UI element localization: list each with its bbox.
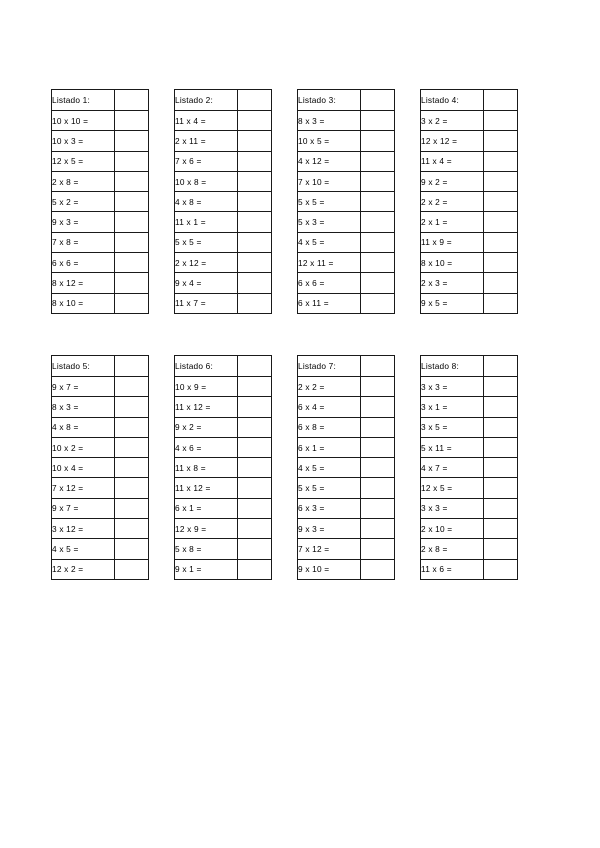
exercise-row: [52, 171, 149, 191]
exercise-expression: 4 x 6 =: [175, 437, 238, 457]
exercise-expression: 5 x 5 =: [298, 478, 361, 498]
exercise-answer-cell[interactable]: [361, 131, 395, 151]
exercise-expression: 7 x 12 =: [52, 478, 115, 498]
exercise-expression: 11 x 7 =: [175, 293, 238, 313]
exercise-row: [175, 171, 272, 191]
exercise-answer-cell[interactable]: [115, 478, 149, 498]
exercise-answer-cell[interactable]: [238, 212, 272, 232]
listado-table: [297, 355, 395, 580]
exercise-row: [421, 478, 518, 498]
exercise-row: [175, 212, 272, 232]
exercise-answer-cell[interactable]: [238, 151, 272, 171]
exercise-expression: 12 x 2 =: [52, 559, 115, 579]
exercise-expression: 8 x 10 =: [52, 293, 115, 313]
listado-header-answer-cell[interactable]: [484, 90, 518, 111]
exercise-row: [52, 111, 149, 131]
exercise-row: [421, 111, 518, 131]
exercise-expression: 9 x 2 =: [421, 171, 484, 191]
listado-header-row: [421, 90, 518, 111]
exercise-expression: 9 x 4 =: [175, 273, 238, 293]
exercise-row: [175, 273, 272, 293]
listado-title: Listado 8:: [421, 355, 484, 376]
exercise-expression: 10 x 2 =: [52, 437, 115, 457]
exercise-row: [298, 253, 395, 273]
exercise-answer-cell[interactable]: [238, 192, 272, 212]
exercise-row: [52, 417, 149, 437]
listado-table: [297, 89, 395, 314]
exercise-row: [52, 293, 149, 313]
exercise-row: [175, 253, 272, 273]
exercise-answer-cell[interactable]: [361, 273, 395, 293]
listado-header-answer-cell[interactable]: [115, 355, 149, 376]
exercise-answer-cell[interactable]: [238, 131, 272, 151]
exercise-answer-cell[interactable]: [238, 376, 272, 396]
exercise-row: [52, 539, 149, 559]
exercise-answer-cell[interactable]: [115, 498, 149, 518]
listado-title: Listado 3:: [298, 90, 361, 111]
exercise-expression: 12 x 11 =: [298, 253, 361, 273]
exercise-answer-cell[interactable]: [361, 478, 395, 498]
exercise-answer-cell[interactable]: [238, 539, 272, 559]
exercise-expression: 8 x 12 =: [52, 273, 115, 293]
exercise-expression: 8 x 3 =: [52, 397, 115, 417]
listado-header-row: [298, 90, 395, 111]
exercise-answer-cell[interactable]: [484, 232, 518, 252]
exercise-answer-cell[interactable]: [484, 293, 518, 313]
exercise-row: [421, 192, 518, 212]
exercise-row: [421, 131, 518, 151]
exercise-row: [421, 212, 518, 232]
exercise-answer-cell[interactable]: [484, 458, 518, 478]
listado-header-answer-cell[interactable]: [361, 90, 395, 111]
exercise-answer-cell[interactable]: [115, 293, 149, 313]
exercise-row: [52, 519, 149, 539]
exercise-row: [421, 539, 518, 559]
listado-header-row: [52, 90, 149, 111]
exercise-answer-cell[interactable]: [238, 232, 272, 252]
exercise-row: [175, 478, 272, 498]
exercise-answer-cell[interactable]: [115, 111, 149, 131]
listado-table: [174, 355, 272, 580]
exercise-expression: 3 x 2 =: [421, 111, 484, 131]
exercise-row: [421, 293, 518, 313]
exercise-row: [421, 151, 518, 171]
exercise-expression: 5 x 2 =: [52, 192, 115, 212]
exercise-expression: 11 x 4 =: [175, 111, 238, 131]
exercise-answer-cell[interactable]: [484, 437, 518, 457]
exercise-row: [175, 458, 272, 478]
exercise-expression: 12 x 5 =: [52, 151, 115, 171]
exercise-row: [52, 232, 149, 252]
exercise-expression: 4 x 12 =: [298, 151, 361, 171]
exercise-row: [175, 111, 272, 131]
exercise-expression: 5 x 8 =: [175, 539, 238, 559]
exercise-row: [175, 498, 272, 518]
exercise-expression: 2 x 8 =: [52, 171, 115, 191]
exercise-answer-cell[interactable]: [484, 111, 518, 131]
exercise-row: [421, 273, 518, 293]
exercise-answer-cell[interactable]: [238, 559, 272, 579]
exercise-expression: 5 x 3 =: [298, 212, 361, 232]
exercise-answer-cell[interactable]: [238, 293, 272, 313]
exercise-expression: 9 x 7 =: [52, 376, 115, 396]
exercise-expression: 2 x 11 =: [175, 131, 238, 151]
exercise-answer-cell[interactable]: [238, 253, 272, 273]
exercise-answer-cell[interactable]: [115, 151, 149, 171]
exercise-row: [175, 397, 272, 417]
exercise-row: [298, 458, 395, 478]
exercise-row: [298, 171, 395, 191]
exercise-answer-cell[interactable]: [115, 458, 149, 478]
exercise-row: [421, 498, 518, 518]
exercise-expression: 11 x 4 =: [421, 151, 484, 171]
exercise-expression: 10 x 8 =: [175, 171, 238, 191]
exercise-expression: 6 x 3 =: [298, 498, 361, 518]
exercise-expression: 2 x 12 =: [175, 253, 238, 273]
exercise-expression: 7 x 10 =: [298, 171, 361, 191]
listado-table: [420, 355, 518, 580]
exercise-answer-cell[interactable]: [238, 171, 272, 191]
exercise-expression: 3 x 1 =: [421, 397, 484, 417]
exercise-row: [52, 212, 149, 232]
exercise-answer-cell[interactable]: [361, 253, 395, 273]
exercise-expression: 9 x 2 =: [175, 417, 238, 437]
exercise-answer-cell[interactable]: [238, 498, 272, 518]
listado-header-answer-cell[interactable]: [484, 355, 518, 376]
exercise-row: [52, 192, 149, 212]
exercise-expression: 10 x 4 =: [52, 458, 115, 478]
exercise-expression: 3 x 3 =: [421, 376, 484, 396]
listado-title: Listado 6:: [175, 355, 238, 376]
exercise-answer-cell[interactable]: [484, 171, 518, 191]
exercise-answer-cell[interactable]: [361, 559, 395, 579]
exercise-expression: 6 x 1 =: [175, 498, 238, 518]
exercise-expression: 9 x 7 =: [52, 498, 115, 518]
listado-title: Listado 1:: [52, 90, 115, 111]
exercise-row: [421, 437, 518, 457]
exercise-expression: 11 x 9 =: [421, 232, 484, 252]
exercise-row: [298, 293, 395, 313]
exercise-row: [421, 397, 518, 417]
exercise-answer-cell[interactable]: [238, 458, 272, 478]
exercise-answer-cell[interactable]: [484, 212, 518, 232]
exercise-answer-cell[interactable]: [115, 376, 149, 396]
exercise-row: [175, 232, 272, 252]
exercise-expression: 3 x 12 =: [52, 519, 115, 539]
exercise-expression: 10 x 5 =: [298, 131, 361, 151]
exercise-row: [421, 458, 518, 478]
exercise-answer-cell[interactable]: [238, 478, 272, 498]
exercise-answer-cell[interactable]: [484, 559, 518, 579]
exercise-row: [298, 232, 395, 252]
exercise-row: [52, 131, 149, 151]
exercise-row: [298, 417, 395, 437]
exercise-row: [52, 376, 149, 396]
exercise-row: [175, 293, 272, 313]
exercise-row: [298, 192, 395, 212]
exercise-answer-cell[interactable]: [115, 539, 149, 559]
exercise-expression: 12 x 9 =: [175, 519, 238, 539]
exercise-answer-cell[interactable]: [361, 111, 395, 131]
exercise-expression: 2 x 1 =: [421, 212, 484, 232]
exercise-answer-cell[interactable]: [361, 212, 395, 232]
exercise-row: [52, 273, 149, 293]
listado-table: [174, 89, 272, 314]
exercise-answer-cell[interactable]: [484, 498, 518, 518]
exercise-expression: 5 x 5 =: [175, 232, 238, 252]
exercise-answer-cell[interactable]: [484, 478, 518, 498]
exercise-expression: 10 x 3 =: [52, 131, 115, 151]
exercise-expression: 3 x 5 =: [421, 417, 484, 437]
exercise-row: [298, 111, 395, 131]
listado-table: [51, 355, 149, 580]
exercise-expression: 6 x 11 =: [298, 293, 361, 313]
exercise-row: [52, 151, 149, 171]
exercise-answer-cell[interactable]: [361, 151, 395, 171]
exercise-row: [52, 458, 149, 478]
exercise-row: [421, 171, 518, 191]
exercise-row: [175, 131, 272, 151]
exercise-answer-cell[interactable]: [115, 437, 149, 457]
listado-header-row: [298, 355, 395, 376]
exercise-answer-cell[interactable]: [115, 519, 149, 539]
exercise-expression: 4 x 5 =: [298, 458, 361, 478]
exercise-row: [52, 498, 149, 518]
exercise-answer-cell[interactable]: [361, 498, 395, 518]
exercise-expression: 9 x 1 =: [175, 559, 238, 579]
exercise-expression: 2 x 2 =: [298, 376, 361, 396]
exercise-row: [298, 151, 395, 171]
exercise-answer-cell[interactable]: [361, 397, 395, 417]
exercise-answer-cell[interactable]: [484, 151, 518, 171]
exercise-answer-cell[interactable]: [115, 273, 149, 293]
listado-header-answer-cell[interactable]: [238, 355, 272, 376]
exercise-expression: 2 x 10 =: [421, 519, 484, 539]
exercise-answer-cell[interactable]: [238, 397, 272, 417]
exercise-expression: 8 x 10 =: [421, 253, 484, 273]
exercise-expression: 6 x 1 =: [298, 437, 361, 457]
exercise-expression: 10 x 9 =: [175, 376, 238, 396]
exercise-answer-cell[interactable]: [361, 539, 395, 559]
exercise-expression: 7 x 6 =: [175, 151, 238, 171]
listado-table: [51, 89, 149, 314]
exercise-row: [175, 192, 272, 212]
exercise-answer-cell[interactable]: [115, 131, 149, 151]
exercise-answer-cell[interactable]: [115, 253, 149, 273]
exercise-row: [175, 437, 272, 457]
listado-title: Listado 2:: [175, 90, 238, 111]
exercise-row: [52, 397, 149, 417]
exercise-expression: 4 x 5 =: [298, 232, 361, 252]
exercise-row: [298, 376, 395, 396]
exercise-expression: 7 x 12 =: [298, 539, 361, 559]
exercise-answer-cell[interactable]: [361, 293, 395, 313]
listado-band-top: [51, 89, 506, 314]
exercise-row: [52, 559, 149, 579]
exercise-expression: 9 x 3 =: [298, 519, 361, 539]
listado-header-answer-cell[interactable]: [361, 355, 395, 376]
exercise-expression: 11 x 1 =: [175, 212, 238, 232]
exercise-expression: 5 x 5 =: [298, 192, 361, 212]
exercise-row: [175, 539, 272, 559]
exercise-row: [175, 376, 272, 396]
exercise-answer-cell[interactable]: [238, 273, 272, 293]
exercise-answer-cell[interactable]: [238, 111, 272, 131]
exercise-row: [421, 519, 518, 539]
exercise-row: [421, 253, 518, 273]
exercise-row: [298, 519, 395, 539]
exercise-answer-cell[interactable]: [115, 232, 149, 252]
exercise-row: [52, 437, 149, 457]
exercise-row: [298, 498, 395, 518]
exercise-answer-cell[interactable]: [361, 376, 395, 396]
exercise-answer-cell[interactable]: [115, 212, 149, 232]
exercise-answer-cell[interactable]: [238, 417, 272, 437]
exercise-answer-cell[interactable]: [361, 171, 395, 191]
exercise-answer-cell[interactable]: [484, 253, 518, 273]
exercise-expression: 11 x 12 =: [175, 397, 238, 417]
exercise-expression: 7 x 8 =: [52, 232, 115, 252]
exercise-answer-cell[interactable]: [238, 437, 272, 457]
exercise-answer-cell[interactable]: [361, 519, 395, 539]
exercise-expression: 2 x 8 =: [421, 539, 484, 559]
exercise-expression: 11 x 12 =: [175, 478, 238, 498]
listado-header-answer-cell[interactable]: [238, 90, 272, 111]
exercise-answer-cell[interactable]: [361, 232, 395, 252]
listado-title: Listado 5:: [52, 355, 115, 376]
exercise-answer-cell[interactable]: [115, 397, 149, 417]
exercise-row: [175, 519, 272, 539]
exercise-row: [298, 559, 395, 579]
exercise-expression: 9 x 5 =: [421, 293, 484, 313]
exercise-answer-cell[interactable]: [484, 539, 518, 559]
exercise-expression: 6 x 8 =: [298, 417, 361, 437]
listado-table: [420, 89, 518, 314]
exercise-expression: 11 x 8 =: [175, 458, 238, 478]
listado-title: Listado 7:: [298, 355, 361, 376]
exercise-row: [52, 478, 149, 498]
exercise-expression: 8 x 3 =: [298, 111, 361, 131]
exercise-expression: 6 x 4 =: [298, 397, 361, 417]
exercise-row: [175, 151, 272, 171]
exercise-row: [175, 417, 272, 437]
exercise-expression: 9 x 3 =: [52, 212, 115, 232]
exercise-row: [298, 478, 395, 498]
exercise-row: [298, 539, 395, 559]
exercise-row: [421, 559, 518, 579]
exercise-answer-cell[interactable]: [361, 437, 395, 457]
exercise-expression: 9 x 10 =: [298, 559, 361, 579]
exercise-expression: 2 x 2 =: [421, 192, 484, 212]
exercise-answer-cell[interactable]: [484, 417, 518, 437]
listado-header-row: [175, 355, 272, 376]
exercise-expression: 11 x 6 =: [421, 559, 484, 579]
exercise-answer-cell[interactable]: [238, 519, 272, 539]
exercise-answer-cell[interactable]: [115, 559, 149, 579]
exercise-expression: 4 x 8 =: [175, 192, 238, 212]
exercise-expression: 6 x 6 =: [298, 273, 361, 293]
exercise-answer-cell[interactable]: [115, 171, 149, 191]
exercise-expression: 4 x 5 =: [52, 539, 115, 559]
exercise-row: [298, 437, 395, 457]
exercise-expression: 2 x 3 =: [421, 273, 484, 293]
exercise-answer-cell[interactable]: [484, 192, 518, 212]
exercise-answer-cell[interactable]: [361, 458, 395, 478]
exercise-row: [421, 232, 518, 252]
exercise-answer-cell[interactable]: [361, 192, 395, 212]
exercise-row: [298, 397, 395, 417]
exercise-row: [298, 212, 395, 232]
exercise-answer-cell[interactable]: [484, 519, 518, 539]
exercise-expression: 12 x 12 =: [421, 131, 484, 151]
exercise-answer-cell[interactable]: [361, 417, 395, 437]
exercise-answer-cell[interactable]: [115, 192, 149, 212]
exercise-row: [298, 131, 395, 151]
listado-band-bottom: [51, 355, 506, 580]
exercise-expression: 12 x 5 =: [421, 478, 484, 498]
exercise-row: [421, 376, 518, 396]
exercise-expression: 4 x 7 =: [421, 458, 484, 478]
listado-header-row: [175, 90, 272, 111]
listado-title: Listado 4:: [421, 90, 484, 111]
exercise-expression: 4 x 8 =: [52, 417, 115, 437]
exercise-expression: 5 x 11 =: [421, 437, 484, 457]
listado-header-answer-cell[interactable]: [115, 90, 149, 111]
exercise-answer-cell[interactable]: [484, 131, 518, 151]
listado-header-row: [421, 355, 518, 376]
exercise-answer-cell[interactable]: [484, 397, 518, 417]
exercise-answer-cell[interactable]: [115, 417, 149, 437]
exercise-row: [421, 417, 518, 437]
listado-header-row: [52, 355, 149, 376]
exercise-expression: 3 x 3 =: [421, 498, 484, 518]
exercise-row: [175, 559, 272, 579]
exercise-row: [52, 253, 149, 273]
exercise-row: [298, 273, 395, 293]
listado-grid: [51, 89, 506, 580]
exercise-answer-cell[interactable]: [484, 376, 518, 396]
exercise-answer-cell[interactable]: [484, 273, 518, 293]
exercise-expression: 6 x 6 =: [52, 253, 115, 273]
exercise-expression: 10 x 10 =: [52, 111, 115, 131]
